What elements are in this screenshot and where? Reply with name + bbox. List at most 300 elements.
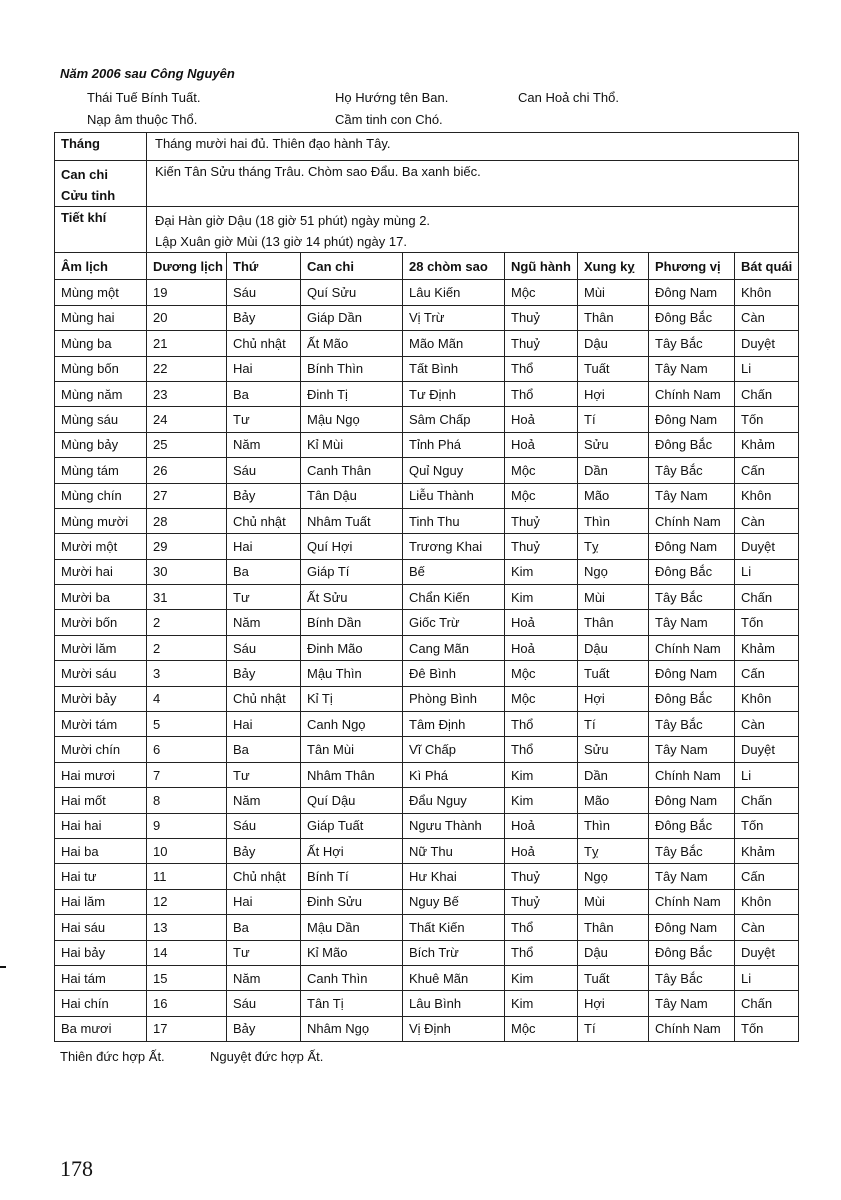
table-cell: 23 (147, 381, 227, 406)
table-cell: Nữ Thu (403, 838, 505, 863)
table-cell: Kim (505, 991, 578, 1016)
table-cell: Tất Bình (403, 356, 505, 381)
table-cell: 13 (147, 915, 227, 940)
column-header: Bát quái (735, 253, 799, 280)
table-cell: Thổ (505, 915, 578, 940)
table-cell: 14 (147, 940, 227, 965)
table-cell: Khảm (735, 432, 799, 457)
table-row (55, 407, 799, 432)
table-cell: Thân (578, 305, 649, 330)
table-cell: Lâu Kiến (403, 280, 505, 305)
table-cell: Năm (227, 965, 301, 990)
table-cell: Khôn (735, 280, 799, 305)
table-cell: Hai bảy (55, 940, 147, 965)
table-row (55, 331, 799, 356)
table-cell: Năm (227, 432, 301, 457)
lunar-calendar-table (54, 132, 799, 1042)
table-cell: Chính Nam (649, 1016, 735, 1041)
table-cell: Thìn (578, 813, 649, 838)
table-cell: Hợi (578, 991, 649, 1016)
table-cell: Đông Nam (649, 407, 735, 432)
column-header: Âm lịch (55, 253, 147, 280)
table-row (55, 381, 799, 406)
table-cell: Bính Dần (301, 610, 403, 635)
table-cell: Canh Ngọ (301, 712, 403, 737)
table-cell: Bảy (227, 1016, 301, 1041)
header-cam-tinh: Cầm tinh con Chó. (335, 112, 443, 127)
table-cell: Mười lăm (55, 635, 147, 660)
table-cell: Nhâm Thân (301, 762, 403, 787)
table-cell: Hoả (505, 838, 578, 863)
table-cell: Cấn (735, 864, 799, 889)
table-cell: Nhâm Tuất (301, 508, 403, 533)
table-cell: Li (735, 762, 799, 787)
table-cell: 19 (147, 280, 227, 305)
table-cell: Mùng chín (55, 483, 147, 508)
table-row (55, 432, 799, 457)
table-cell: Tây Bắc (649, 838, 735, 863)
table-cell: Khuê Mãn (403, 965, 505, 990)
table-cell: Kỉ Mùi (301, 432, 403, 457)
table-cell: Hai (227, 889, 301, 914)
table-cell: 27 (147, 483, 227, 508)
table-cell: Đông Nam (649, 788, 735, 813)
table-cell: 20 (147, 305, 227, 330)
table-row (55, 813, 799, 838)
table-cell: Tây Nam (649, 610, 735, 635)
table-cell: Tuất (578, 356, 649, 381)
table-cell: Kim (505, 965, 578, 990)
table-cell: Cấn (735, 661, 799, 686)
table-cell: Khảm (735, 838, 799, 863)
table-cell: Bảy (227, 661, 301, 686)
table-cell: Kỉ Mão (301, 940, 403, 965)
table-cell: Mùi (578, 889, 649, 914)
table-cell: Quí Sửu (301, 280, 403, 305)
table-cell: Hai (227, 356, 301, 381)
table-cell: Năm (227, 610, 301, 635)
table-cell: Vị Định (403, 1016, 505, 1041)
table-cell: Tí (578, 712, 649, 737)
table-cell: 9 (147, 813, 227, 838)
table-cell: Mùi (578, 280, 649, 305)
table-cell: Chủ nhật (227, 331, 301, 356)
table-row (55, 940, 799, 965)
table-cell: Thuỷ (505, 864, 578, 889)
thang-label: Tháng (55, 133, 147, 161)
table-row (55, 788, 799, 813)
table-cell: Mùng năm (55, 381, 147, 406)
table-cell: Tỵ (578, 534, 649, 559)
table-cell: Ất Mão (301, 331, 403, 356)
table-cell: 26 (147, 458, 227, 483)
table-cell: 21 (147, 331, 227, 356)
table-cell: Hoả (505, 635, 578, 660)
table-cell: Li (735, 356, 799, 381)
table-cell: Kỉ Tị (301, 686, 403, 711)
table-cell: Tây Bắc (649, 712, 735, 737)
table-cell: Bế (403, 559, 505, 584)
table-cell: Mười một (55, 534, 147, 559)
table-cell: Mùng ba (55, 331, 147, 356)
table-cell: Tân Tị (301, 991, 403, 1016)
margin-mark (0, 966, 6, 968)
table-row (55, 965, 799, 990)
table-cell: Ba (227, 381, 301, 406)
table-cell: Tuất (578, 661, 649, 686)
table-cell: Mười hai (55, 559, 147, 584)
table-cell: Hai (227, 712, 301, 737)
table-cell: Thân (578, 610, 649, 635)
table-cell: Mùng sáu (55, 407, 147, 432)
table-cell: Tư (227, 940, 301, 965)
table-cell: Ngọ (578, 864, 649, 889)
table-cell: Khôn (735, 686, 799, 711)
table-cell: Mộc (505, 483, 578, 508)
table-cell: 24 (147, 407, 227, 432)
table-row (55, 737, 799, 762)
table-cell: Nhâm Ngọ (301, 1016, 403, 1041)
tiet-khi-text (147, 207, 799, 253)
table-cell: Mười ba (55, 585, 147, 610)
table-cell: Duyệt (735, 940, 799, 965)
table-cell: Quỉ Nguy (403, 458, 505, 483)
table-cell: Sửu (578, 737, 649, 762)
table-cell: Tuất (578, 965, 649, 990)
table-cell: Chính Nam (649, 889, 735, 914)
table-cell: Tây Nam (649, 737, 735, 762)
table-cell: Canh Thìn (301, 965, 403, 990)
can-chi-label (55, 161, 147, 207)
table-cell: Thuỷ (505, 508, 578, 533)
page-heading: Năm 2006 sau Công Nguyên (60, 66, 235, 81)
table-cell: Đông Bắc (649, 305, 735, 330)
table-cell: Đông Nam (649, 661, 735, 686)
table-row (55, 712, 799, 737)
table-cell: Thuỷ (505, 534, 578, 559)
table-cell: Kim (505, 585, 578, 610)
table-cell: Giáp Dần (301, 305, 403, 330)
tiet-khi-line2: Lập Xuân giờ Mùi (13 giờ 14 phút) ngày 17. (155, 234, 407, 250)
table-cell: Hoả (505, 432, 578, 457)
table-cell: Đinh Mão (301, 635, 403, 660)
table-cell: Mười chín (55, 737, 147, 762)
table-cell: 25 (147, 432, 227, 457)
table-cell: Năm (227, 788, 301, 813)
table-row (55, 305, 799, 330)
table-cell: Ngọ (578, 559, 649, 584)
table-cell: Cang Mãn (403, 635, 505, 660)
table-cell: Ba (227, 737, 301, 762)
info-row-thang (55, 133, 799, 161)
table-cell: Tây Bắc (649, 458, 735, 483)
table-cell: Hai mươi (55, 762, 147, 787)
table-cell: Tân Dậu (301, 483, 403, 508)
table-cell: Chính Nam (649, 762, 735, 787)
can-chi-label-line2: Cửu tinh (61, 188, 116, 204)
footer-thien-duc: Thiên đức hợp Ất. (60, 1049, 165, 1064)
table-cell: Đông Nam (649, 915, 735, 940)
tiet-khi-line1: Đại Hàn giờ Dậu (18 giờ 51 phút) ngày mùng 2. (155, 213, 431, 229)
table-cell: Mùng bảy (55, 432, 147, 457)
table-row (55, 534, 799, 559)
table-cell: 2 (147, 635, 227, 660)
table-cell: Tây Nam (649, 483, 735, 508)
table-cell: Trương Khai (403, 534, 505, 559)
footer-nguyet-duc: Nguyệt đức hợp Ất. (210, 1049, 324, 1064)
table-cell: Mười bốn (55, 610, 147, 635)
table-cell: Dậu (578, 635, 649, 660)
table-cell: 2 (147, 610, 227, 635)
column-header: Xung kỵ (578, 253, 649, 280)
table-row (55, 661, 799, 686)
table-row (55, 610, 799, 635)
table-cell: Đông Nam (649, 280, 735, 305)
table-row (55, 991, 799, 1016)
table-row (55, 508, 799, 533)
table-cell: Tinh Thu (403, 508, 505, 533)
table-cell: Chấn (735, 991, 799, 1016)
table-cell: Vị Trừ (403, 305, 505, 330)
table-cell: Tốn (735, 610, 799, 635)
table-cell: Tây Nam (649, 991, 735, 1016)
table-cell: 31 (147, 585, 227, 610)
table-cell: Hai sáu (55, 915, 147, 940)
column-header-row (55, 253, 799, 280)
table-cell: 4 (147, 686, 227, 711)
table-cell: Kim (505, 559, 578, 584)
table-row (55, 864, 799, 889)
table-cell: Càn (735, 712, 799, 737)
table-cell: Chủ nhật (227, 686, 301, 711)
table-cell: Dần (578, 458, 649, 483)
table-cell: Ất Sửu (301, 585, 403, 610)
table-cell: Mão (578, 788, 649, 813)
table-cell: Ba mươi (55, 1016, 147, 1041)
table-cell: Bảy (227, 305, 301, 330)
table-cell: Khôn (735, 889, 799, 914)
table-cell: Tư (227, 762, 301, 787)
table-cell: 30 (147, 559, 227, 584)
table-cell: Mộc (505, 280, 578, 305)
table-cell: Nguy Bế (403, 889, 505, 914)
can-chi-text: Kiến Tân Sửu tháng Trâu. Chòm sao Đẩu. Ba xanh biếc. (147, 161, 799, 207)
table-cell: Sáu (227, 991, 301, 1016)
table-cell: Mùng một (55, 280, 147, 305)
table-cell: Duyệt (735, 534, 799, 559)
table-cell: Dậu (578, 940, 649, 965)
table-cell: Mộc (505, 661, 578, 686)
table-cell: Thất Kiến (403, 915, 505, 940)
table-cell: Hai mốt (55, 788, 147, 813)
table-cell: Thuỷ (505, 331, 578, 356)
table-cell: Mùi (578, 585, 649, 610)
header-thai-tue: Thái Tuế Bính Tuất. (87, 90, 201, 105)
table-cell: Mộc (505, 458, 578, 483)
table-cell: Tư (227, 585, 301, 610)
table-cell: Đẩu Nguy (403, 788, 505, 813)
table-row (55, 686, 799, 711)
table-cell: Chính Nam (649, 508, 735, 533)
table-cell: Sửu (578, 432, 649, 457)
table-cell: Hai lăm (55, 889, 147, 914)
table-cell: Đông Nam (649, 534, 735, 559)
table-cell: Đông Bắc (649, 813, 735, 838)
table-cell: Vĩ Chấp (403, 737, 505, 762)
table-cell: 16 (147, 991, 227, 1016)
table-row (55, 483, 799, 508)
table-cell: Mùng bốn (55, 356, 147, 381)
table-cell: Chấn (735, 585, 799, 610)
table-cell: Hoả (505, 610, 578, 635)
table-cell: Tây Bắc (649, 585, 735, 610)
table-cell: Mậu Dần (301, 915, 403, 940)
table-cell: Mão (578, 483, 649, 508)
table-cell: Thìn (578, 508, 649, 533)
table-cell: Hai chín (55, 991, 147, 1016)
table-cell: Li (735, 559, 799, 584)
table-cell: Chẩn Kiến (403, 585, 505, 610)
table-cell: Sâm Chấp (403, 407, 505, 432)
table-cell: Mậu Ngọ (301, 407, 403, 432)
table-cell: Tí (578, 407, 649, 432)
table-cell: Khôn (735, 483, 799, 508)
table-cell: Hai (227, 534, 301, 559)
table-cell: 8 (147, 788, 227, 813)
table-cell: Tâm Định (403, 712, 505, 737)
table-row (55, 915, 799, 940)
table-cell: Chấn (735, 788, 799, 813)
table-cell: Thổ (505, 737, 578, 762)
table-cell: Giáp Tuất (301, 813, 403, 838)
table-cell: Đê Bình (403, 661, 505, 686)
table-cell: Thổ (505, 381, 578, 406)
table-cell: 10 (147, 838, 227, 863)
table-cell: Mộc (505, 1016, 578, 1041)
table-cell: Ba (227, 915, 301, 940)
table-cell: Đông Bắc (649, 559, 735, 584)
table-cell: Tây Bắc (649, 331, 735, 356)
table-cell: Li (735, 965, 799, 990)
table-cell: Tí (578, 1016, 649, 1041)
table-cell: 29 (147, 534, 227, 559)
table-cell: Mười sáu (55, 661, 147, 686)
table-row (55, 838, 799, 863)
table-cell: Kim (505, 762, 578, 787)
table-cell: Duyệt (735, 331, 799, 356)
table-cell: 17 (147, 1016, 227, 1041)
table-cell: Bính Tí (301, 864, 403, 889)
table-cell: Khảm (735, 635, 799, 660)
table-cell: Quí Hợi (301, 534, 403, 559)
table-cell: Giáp Tí (301, 559, 403, 584)
can-chi-label-line1: Can chi (61, 167, 108, 183)
table-cell: Hai tư (55, 864, 147, 889)
table-cell: 7 (147, 762, 227, 787)
table-cell: Mười tám (55, 712, 147, 737)
table-cell: 15 (147, 965, 227, 990)
table-cell: 28 (147, 508, 227, 533)
table-row (55, 635, 799, 660)
table-row (55, 559, 799, 584)
table-cell: Ba (227, 559, 301, 584)
table-cell: Chủ nhật (227, 864, 301, 889)
table-cell: Mậu Thìn (301, 661, 403, 686)
table-cell: Tốn (735, 813, 799, 838)
table-cell: Thuỷ (505, 305, 578, 330)
table-cell: Mão Mãn (403, 331, 505, 356)
table-row (55, 762, 799, 787)
table-cell: Càn (735, 508, 799, 533)
table-cell: Hai tám (55, 965, 147, 990)
table-cell: Tư (227, 407, 301, 432)
table-cell: Phòng Bình (403, 686, 505, 711)
table-row (55, 585, 799, 610)
table-cell: Tây Bắc (649, 965, 735, 990)
table-cell: Kim (505, 788, 578, 813)
table-cell: Mùng tám (55, 458, 147, 483)
table-cell: Mùng hai (55, 305, 147, 330)
table-cell: Tốn (735, 407, 799, 432)
table-cell: Sáu (227, 458, 301, 483)
header-can-chi: Can Hoả chi Thổ. (518, 90, 619, 105)
table-cell: Canh Thân (301, 458, 403, 483)
thang-text: Tháng mười hai đủ. Thiên đạo hành Tây. (147, 133, 799, 161)
table-cell: 22 (147, 356, 227, 381)
table-cell: Đinh Sửu (301, 889, 403, 914)
column-header: 28 chòm sao (403, 253, 505, 280)
table-cell: Tây Nam (649, 864, 735, 889)
table-cell: Dần (578, 762, 649, 787)
table-cell: Hai ba (55, 838, 147, 863)
table-cell: Đinh Tị (301, 381, 403, 406)
table-cell: Giốc Trừ (403, 610, 505, 635)
table-cell: Thổ (505, 356, 578, 381)
table-cell: Hợi (578, 381, 649, 406)
table-cell: Mùng mười (55, 508, 147, 533)
table-cell: Dậu (578, 331, 649, 356)
table-cell: Bảy (227, 483, 301, 508)
column-header: Thứ (227, 253, 301, 280)
table-row (55, 458, 799, 483)
table-cell: Thân (578, 915, 649, 940)
table-row (55, 1016, 799, 1041)
table-row (55, 889, 799, 914)
column-header: Phương vị (649, 253, 735, 280)
header-ho-ten: Họ Hướng tên Ban. (335, 90, 449, 105)
table-cell: 5 (147, 712, 227, 737)
table-cell: Duyệt (735, 737, 799, 762)
table-cell: Bảy (227, 838, 301, 863)
table-cell: Đông Bắc (649, 432, 735, 457)
table-cell: Hợi (578, 686, 649, 711)
table-cell: 11 (147, 864, 227, 889)
table-cell: Tỉnh Phá (403, 432, 505, 457)
table-cell: Hư Khai (403, 864, 505, 889)
table-cell: Sáu (227, 635, 301, 660)
table-cell: Đông Bắc (649, 940, 735, 965)
table-cell: 3 (147, 661, 227, 686)
table-cell: Lâu Bình (403, 991, 505, 1016)
info-row-tiet-khi (55, 207, 799, 253)
table-cell: 6 (147, 737, 227, 762)
table-cell: Thuỷ (505, 889, 578, 914)
table-cell: Liễu Thành (403, 483, 505, 508)
column-header: Can chi (301, 253, 403, 280)
table-cell: Đông Bắc (649, 686, 735, 711)
table-cell: Quí Dậu (301, 788, 403, 813)
table-cell: Chính Nam (649, 635, 735, 660)
